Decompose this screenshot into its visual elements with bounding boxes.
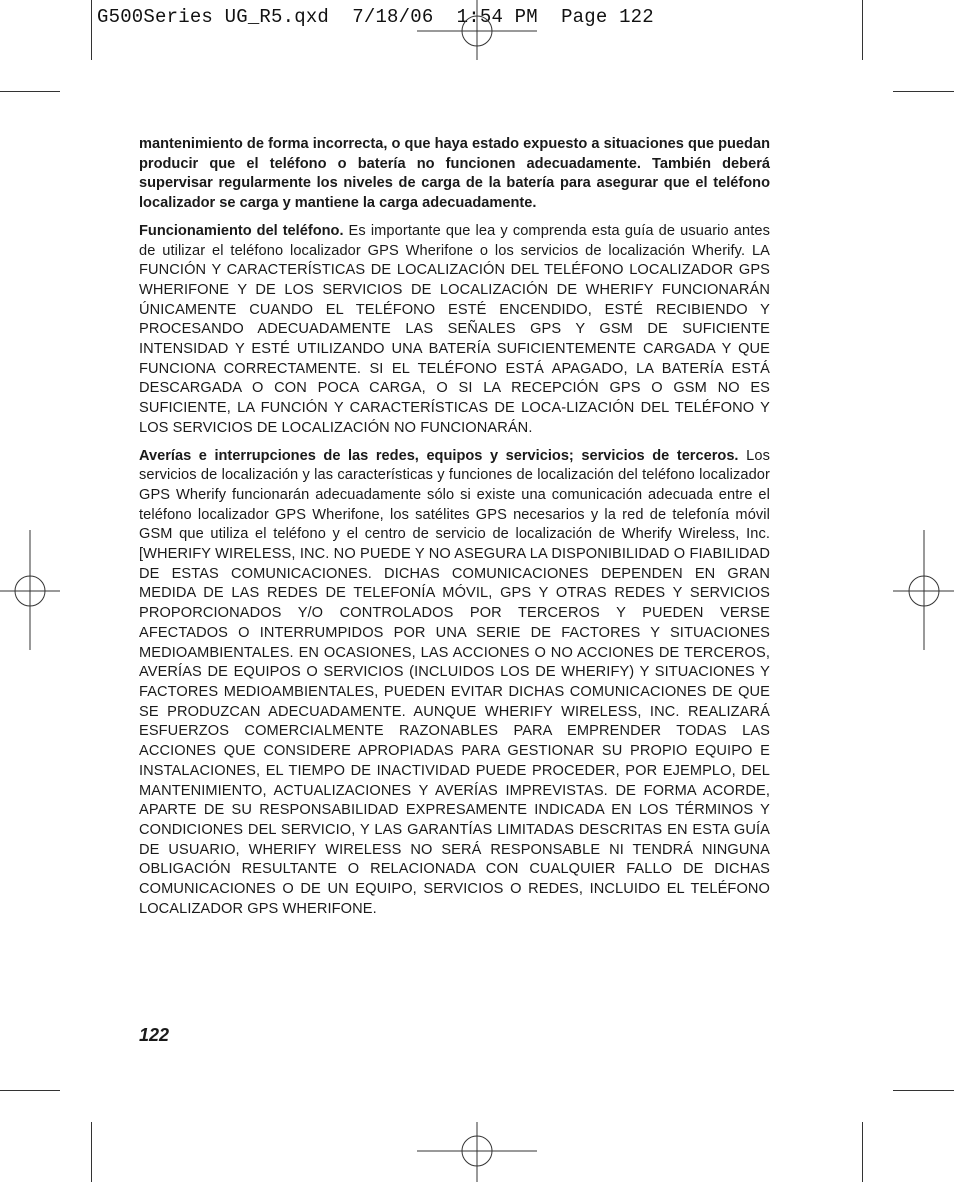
crop-mark-bottom-right-v <box>862 1122 863 1182</box>
crop-mark-bottom-right-h <box>893 1090 954 1091</box>
registration-mark-top <box>417 0 539 62</box>
paragraph-heading: Averías e interrupciones de las redes, equipos y servicios; servicios de terceros. <box>139 447 739 464</box>
crop-mark-top-right-v <box>862 0 863 60</box>
print-slug: G500Series UG_R5.qxd 7/18/06 1:54 PM Page 122 <box>97 6 654 28</box>
paragraph-phone-operation <box>139 222 770 439</box>
crop-mark-bottom-left-v <box>91 1122 92 1182</box>
registration-mark-right <box>893 530 954 652</box>
paragraph-body: Los servicios de localización y las características y funciones de localización del teléfono localizador GPS Wherify funcionarán adecuadamente sólo si existe una comunicación adecuada entre el teléfono localizador GPS Wherifone, los satélites GPS necesarios y la red de telefonía móvil GSM que utiliza el teléfono y el centro de servicio de localización de Wherify Wireless, Inc. [WHERIFY WIRELESS, INC. NO PUEDE Y NO ASEGURA LA DISPONIBILIDAD O FIABILIDAD DE ESTAS COMUNICACIONES. DICHAS COMUNICACIONES DEPENDEN EN GRAN MEDIDA DE LAS REDES DE TELEFONÍA MÓVIL, GPS Y OTRAS REDES Y SERVICIOS PROPORCIONADOS Y/O CONTROLADOS POR TERCEROS Y PUEDEN VERSE AFECTADOS O INTERRUMPIDOS POR UNA SERIE DE FACTORES Y SITUACIONES MEDIOAMBIENTALES. EN OCASIONES, LAS ACCIONES O NO ACCIONES DE TERCEROS, AVERÍAS DE EQUIPOS O SERVICIOS (INCLUIDOS LOS DE WHERIFY) Y SITUACIONES Y FACTORES MEDIOAMBIENTALES, PUEDEN EVITAR DICHAS COMUNICACIONES DE QUE SE PRODUZCAN ADECUADAMENTE. AUNQUE WHERIFY WIRELESS, INC. REALIZARÁ ESFUERZOS COMERCIALMENTE RAZONABLES PARA EMPRENDER TODAS LAS ACCIONES QUE CONSIDERE APROPIADAS PARA GESTIONAR SU PROPIO EQUIPO E INSTALACIONES, EL TIEMPO DE INACTIVIDAD PUEDE PROCEDER, POR EJEMPLO, DEL MANTENIMIENTO, ACTUALIZACIONES Y AVERÍAS IMPREVISTAS. DE FORMA ACORDE, APARTE DE SU RESPONSABILIDAD EXPRESAMENTE INDICADA EN LOS TÉRMINOS Y CONDICIONES DEL SERVICIO, Y LAS GARANTÍAS LIMITADAS DESCRITAS EN ESTA GUÍA DE USUARIO, WHERIFY WIRELESS NO SERÁ RESPONSABLE NI TENDRÁ NINGUNA OBLIGACIÓN RESULTANTE O RELACIONADA CON CUALQUIER FALLO DE DICHAS COMUNICACIONES O DE UN EQUIPO, SERVICIOS O REDES, INCLUIDO EL TELÉFONO LOCALIZADOR GPS WHERIFONE. <box>139 447 770 917</box>
registration-mark-bottom <box>417 1120 539 1182</box>
paragraph-heading: Funcionamiento del teléfono. <box>139 222 344 239</box>
page-content <box>139 135 770 927</box>
crop-mark-bottom-left-h <box>0 1090 60 1091</box>
crop-mark-top-right-h <box>893 91 954 92</box>
crop-mark-top-left-h <box>0 91 60 92</box>
paragraph-maintenance: mantenimiento de forma incorrecta, o que haya estado expuesto a situaciones que puedan producir que el teléfono o batería no funcionen adecuadamente. También deberá supervisar regularmente los niveles de carga de la batería para asegurar que el teléfono localizador se carga y mantiene la carga adecuadamente. <box>139 136 770 212</box>
crop-mark-top-left-v <box>91 0 92 60</box>
page-number: 122 <box>139 1025 170 1045</box>
paragraph-network-failures <box>139 447 770 920</box>
paragraph-body: Es importante que lea y comprenda esta guía de usuario antes de utilizar el teléfono localizador GPS Wherifone o los servicios de localización Wherify. LA FUNCIÓN Y CARACTERÍSTICAS DE LOCALIZACIÓN DEL TELÉFONO LOCALIZADOR GPS WHERIFONE Y DE LOS SERVICIOS DE LOCALIZACIÓN DE WHERIFY FUNCIONARÁN ÚNICAMENTE CUANDO EL TELÉFONO ESTÉ ENCENDIDO, ESTÉ RECIBIENDO Y PROCESANDO ADECUADAMENTE LAS SEÑALES GPS Y GSM DE SUFICIENTE INTENSIDAD Y ESTÉ UTILIZANDO UNA BATERÍA SUFICIENTEMENTE CARGADA Y QUE FUNCIONA CORRECTAMENTE. SI EL TELÉFONO ESTÁ APAGADO, LA BATERÍA ESTÁ DESCARGADA O CON POCA CARGA, O SI LA RECEPCIÓN GPS O GSM NO ES SUFICIENTE, LA FUNCIÓN Y CARACTERÍSTICAS DE LOCA-LIZACIÓN DEL TELÉFONO Y LOS SERVICIOS DE LOCALIZACIÓN NO FUNCIONARÁN. <box>139 222 770 436</box>
registration-mark-left <box>0 530 62 652</box>
